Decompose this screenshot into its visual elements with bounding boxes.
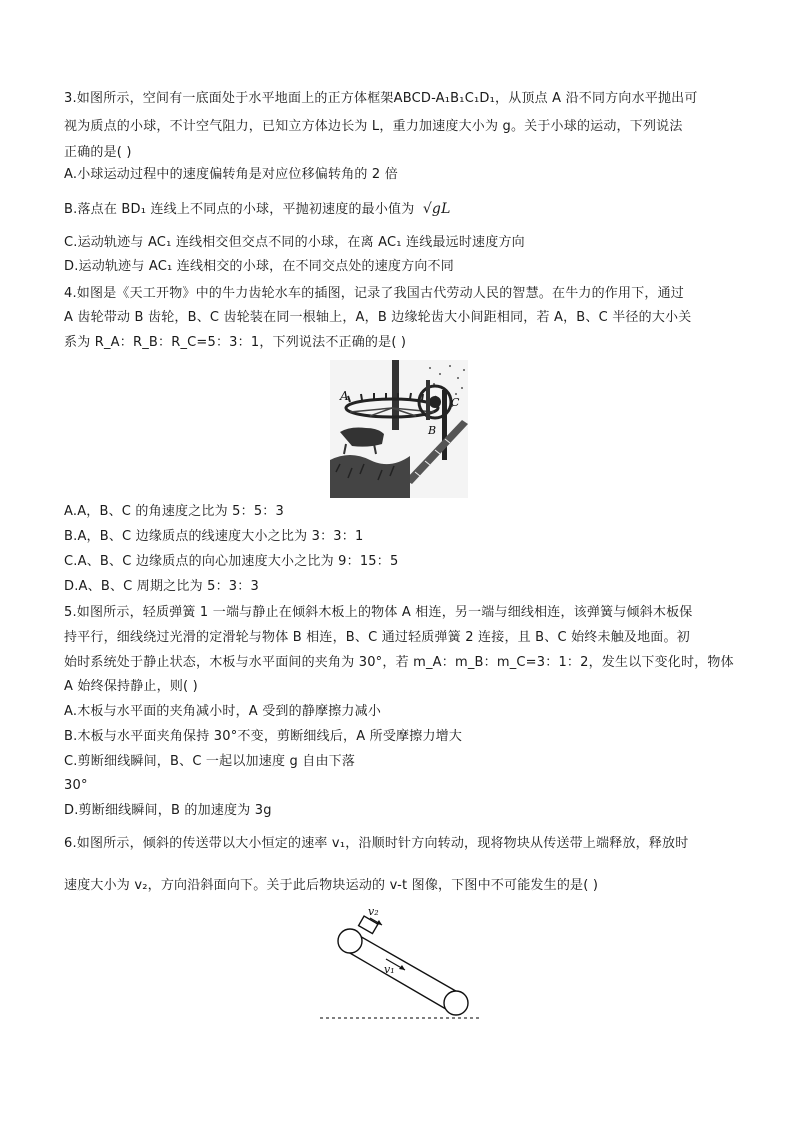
q6-stem-line1: 6.如图所示，倾斜的传送带以大小恒定的速率 v₁，沿顺时针方向转动，现将物块从传送带上端释放，释放时	[64, 836, 689, 851]
q4-option-d: D.A、B、C 周期之比为 5：3：3	[64, 579, 259, 594]
q5-option-c: C.剪断细线瞬间，B、C 一起以加速度 g 自由下落	[64, 754, 356, 769]
q5-stem-line2: 持平行，细线绕过光滑的定滑轮与物体 B 相连，B、C 通过轻质弹簧 2 连接，且 B、C 始终未触及地面。初	[64, 630, 690, 645]
q5-stem-line3: 始时系统处于静止状态，木板与水平面间的夹角为 30°，若 m_A：m_B：m_C=3：1：2，发生以下变化时，物体	[64, 655, 734, 670]
q3-stem-line3: 正确的是( )	[64, 145, 132, 160]
q3-option-a: A.小球运动过程中的速度偏转角是对应位移偏转角的 2 倍	[64, 167, 398, 182]
q5-angle-note: 30°	[64, 778, 88, 793]
q4-option-a: A.A，B、C 的角速度之比为 5：5：3	[64, 504, 284, 519]
q3-option-b-sqrt: √gL	[422, 201, 451, 217]
q5-stem-line4: A 始终保持静止，则( )	[64, 679, 198, 694]
q4-option-b: B.A，B、C 边缘质点的线速度大小之比为 3：3：1	[64, 529, 364, 544]
fig-v2-label: v₂	[368, 905, 379, 918]
q3-option-b	[64, 200, 451, 219]
q3-stem-line2: 视为质点的小球，不计空气阻力，已知立方体边长为 L，重力加速度大小为 g。关于小球的运动，下列说法	[64, 119, 683, 134]
ox-waterwheel-illustration	[330, 360, 468, 498]
q4-option-c: C.A、B、C 边缘质点的向心加速度大小之比为 9：15：5	[64, 554, 399, 569]
q6-stem-line2: 速度大小为 v₂，方向沿斜面向下。关于此后物块运动的 v-t 图像，下图中不可能发生的是( )	[64, 878, 599, 893]
fig-label-a: A	[340, 389, 349, 403]
fig-label-b: B	[428, 424, 437, 437]
q4-stem-line1: 4.如图是《天工开物》中的牛力齿轮水车的插图，记录了我国古代劳动人民的智慧。在牛力的作用下，通过	[64, 286, 685, 301]
q3-option-b-text: B.落点在 BD₁ 连线上不同点的小球，平抛初速度的最小值为	[64, 202, 415, 217]
q4-stem-line3: 系为 R_A：R_B：R_C=5：3：1，下列说法不正确的是( )	[64, 335, 407, 350]
q4-stem-line2: A 齿轮带动 B 齿轮，B、C 齿轮装在同一根轴上，A，B 边缘轮齿大小间距相同，若 A，B、C 半径的大小关	[64, 310, 692, 325]
q3-stem-line1: 3.如图所示，空间有一底面处于水平地面上的正方体框架ABCD-A₁B₁C₁D₁，从顶点 A 沿不同方向水平抛出可	[64, 91, 698, 106]
q5-option-b: B.木板与水平面夹角保持 30°不变，剪断细线后，A 所受摩擦力增大	[64, 729, 463, 744]
fig-label-c: C	[451, 396, 460, 409]
conveyor-belt-diagram	[320, 905, 480, 1025]
q3-option-d: D.运动轨迹与 AC₁ 连线相交的小球，在不同交点处的速度方向不同	[64, 259, 454, 274]
fig-v1-label: v₁	[384, 963, 395, 976]
q3-option-c: C.运动轨迹与 AC₁ 连线相交但交点不同的小球，在离 AC₁ 连线最远时速度方向	[64, 235, 525, 250]
q5-stem-line1: 5.如图所示，轻质弹簧 1 一端与静止在倾斜木板上的物体 A 相连，另一端与细线相连，该弹簧与倾斜木板保	[64, 605, 693, 620]
q5-option-a: A.木板与水平面的夹角减小时，A 受到的静摩擦力减小	[64, 704, 382, 719]
q5-option-d: D.剪断细线瞬间，B 的加速度为 3g	[64, 803, 272, 818]
